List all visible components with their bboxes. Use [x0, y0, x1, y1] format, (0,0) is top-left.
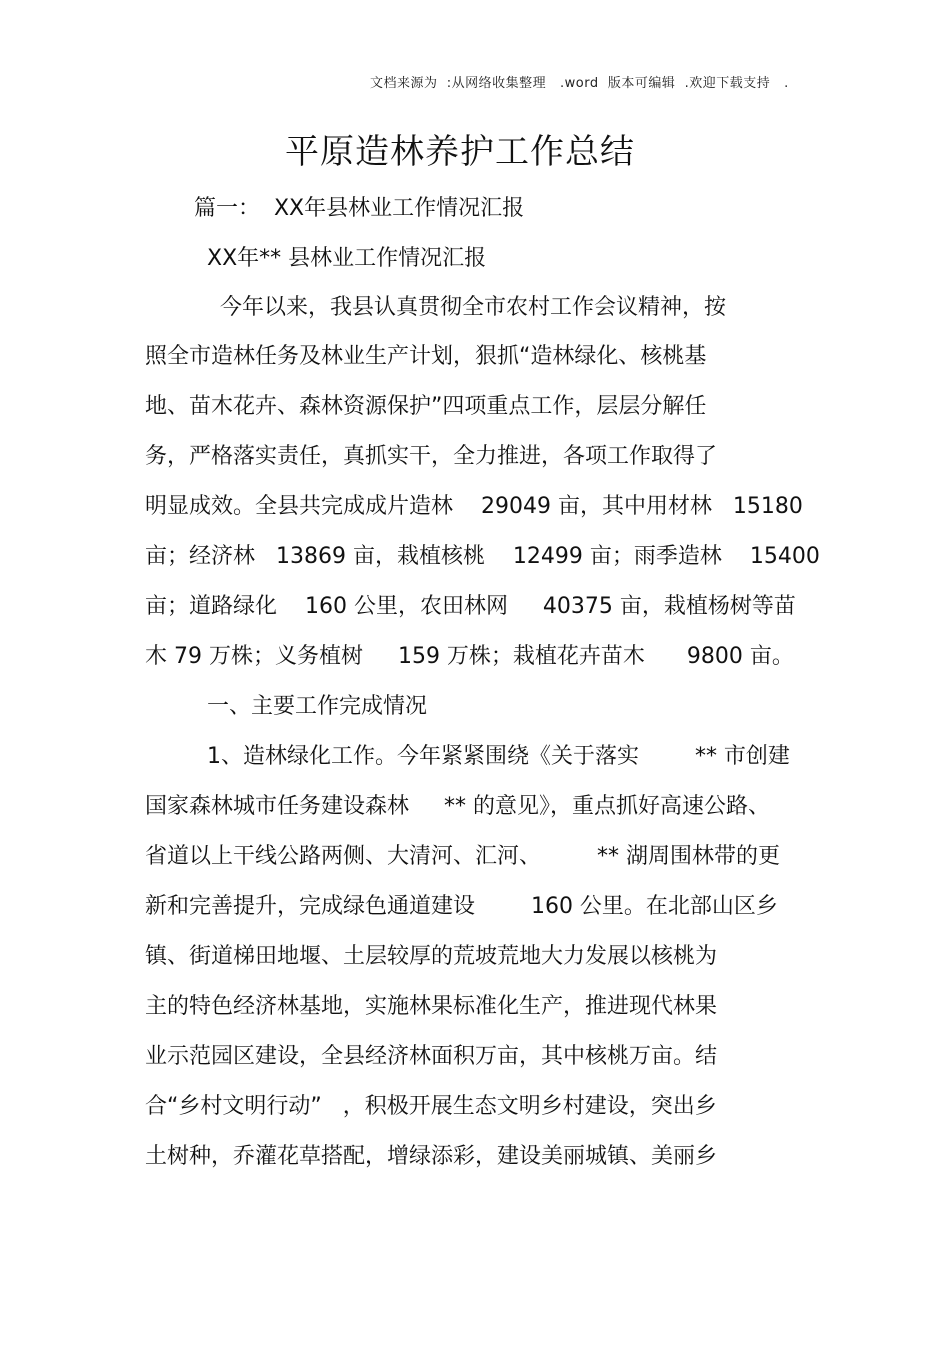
body-line: 新和完善提升，完成绿色通道建设 160 公里。在北部山区乡: [145, 894, 778, 919]
body-line: 国家森林城市任务建设森林 ** 的意见》，重点抓好高速公路、: [145, 794, 770, 819]
document-title: 平原造林养护工作总结: [285, 132, 635, 172]
body-line: 木 79 万株；义务植树 159 万株；栽植花卉苗木 9800 亩。: [145, 644, 794, 669]
body-line: 亩；道路绿化 160 公里，农田林网 40375 亩，栽植杨树等苗: [145, 594, 796, 619]
body-line: 亩；经济林 13869 亩，栽植核桃 12499 亩；雨季造林 15400: [145, 544, 820, 569]
source-note: 文档来源为 :从网络收集整理 .word 版本可编辑 .欢迎下载支持 .: [370, 76, 789, 91]
body-line: 1、造林绿化工作。今年紧紧围绕《关于落实 ** 市创建: [207, 744, 790, 769]
body-line: 今年以来，我县认真贯彻全市农村工作会议精神，按: [220, 295, 727, 320]
body-line: 业示范园区建设，全县经济林面积万亩，其中核桃万亩。结: [145, 1044, 718, 1069]
body-line: 照全市造林任务及林业生产计划，狠抓“造林绿化、核桃基: [145, 344, 707, 369]
body-line: 合“乡村文明行动” ，积极开展生态文明乡村建设，突出乡: [145, 1094, 717, 1119]
body-line: 主的特色经济林基地，实施林果标准化生产，推进现代林果: [145, 994, 718, 1019]
body-line: 明显成效。全县共完成成片造林 29049 亩，其中用材林 15180: [145, 494, 803, 519]
section-heading: 篇一： XX年县林业工作情况汇报: [194, 196, 525, 221]
body-line: 土树种，乔灌花草搭配，增绿添彩，建设美丽城镇、美丽乡: [145, 1144, 718, 1169]
body-line: 省道以上干线公路两侧、大清河、汇河、 ** 湖周围林带的更: [145, 844, 780, 869]
subsection-heading: 一、主要工作完成情况: [207, 694, 428, 719]
body-line: 地、苗木花卉、森林资源保护”四项重点工作，层层分解任: [145, 394, 707, 419]
body-line: 务，严格落实责任，真抓实干，全力推进，各项工作取得了: [145, 444, 718, 469]
report-title: XX年** 县林业工作情况汇报: [207, 246, 487, 271]
body-line: 镇、街道梯田地堰、土层较厚的荒坡荒地大力发展以核桃为: [145, 944, 718, 969]
